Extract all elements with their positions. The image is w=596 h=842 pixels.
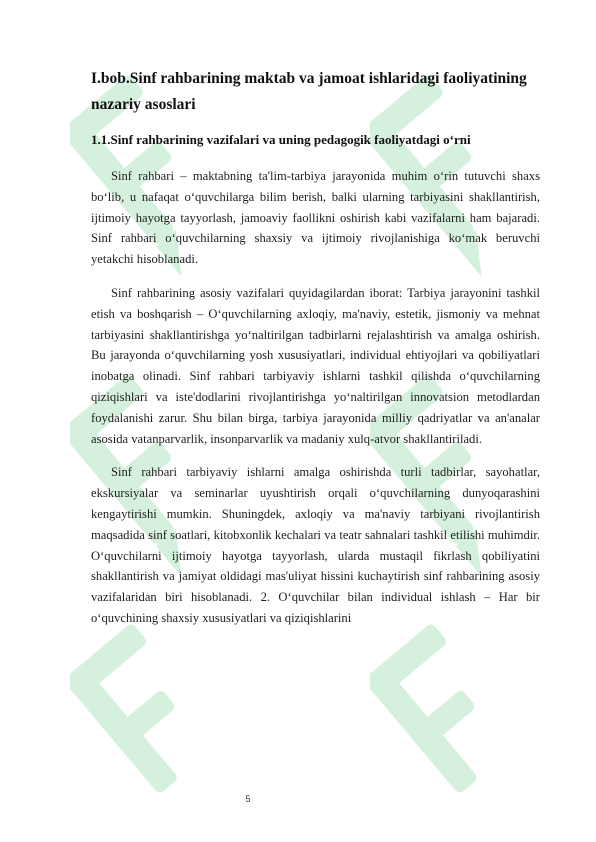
watermark-logo (70, 610, 240, 830)
watermark-logo (370, 610, 540, 830)
page-number: 5 (245, 794, 251, 804)
paragraph: Sinf rahbari tarbiyaviy ishlarni amalga oshirishda turli tadbirlar, sayohatlar, ekskursiyalar va seminarlar uyushtirish orqali o‘quvchilarning dunyoqarashini kengaytirishi mumkin. Shuningdek, axloqiy va ma'naviy tarbiyani rivojlantirish maqsadida sinf soatlari, kitobxonlik kechalari va teatr sahnalari tashkil etilishi muhimdir. O‘quvchilarni ijtimoiy hayotga tayyorlash, ularda mustaqil fikrlash qobiliyatini shakllantirish va jamiyat oldidagi mas'uliyat hissini kuchaytirish sinf rahbarining asosiy vazifalaridan biri hisoblanadi. 2. O‘quvchilar bilan individual ishlash – Har bir o‘quvchining shaxsiy xususiyatlari va qiziqishlarini (91, 465, 540, 625)
paragraph: Sinf rahbari – maktabning ta'lim-tarbiya jarayonida muhim o‘rin tutuvchi shaxs bo‘lib, u nafaqat o‘quvchilarga bilim berish, balki ularning tarbiyasini shakllantirish, ijtimoiy hayotga tayyorlash, jamoaviy faollikni oshirish kabi vazifalarni ham bajaradi. Sinf rahbari o‘quvchilarning shaxsiy va ijtimoiy rivojlanishiga ko‘mak beruvchi yetakchi hisoblanadi. (91, 169, 540, 267)
document-body (91, 66, 540, 629)
chapter-heading: I.bob.Sinf rahbarining maktab va jamoat ishlaridagi faoliyatining nazariy asoslari (91, 70, 527, 113)
section-heading: 1.1.Sinf rahbarining vazifalari va uning pedagogik faoliyatdagi o‘rni (91, 132, 471, 147)
paragraph: Sinf rahbarining asosiy vazifalari quyidagilardan iborat: Tarbiya jarayonini tashkil etish va boshqarish – O‘quvchilarning axloqiy, ma'naviy, estetik, jismoniy va mehnat tarbiyasini shakllantirishga yo‘naltirilgan tadbirlarni rejalashtirish va amalga oshirish. Bu jarayonda o‘quvchilarning yosh xususiyatlari, individual ehtiyojlari va qobiliyatlari inobatga olinadi. Sinf rahbari tarbiyaviy ishlarni tashkil qilishda o‘quvchilarning qiziqishlari va iste'dodlarini rivojlantirishga yo‘naltirilgan innovatsion metodlardan foydalanishi zarur. Shu bilan birga, tarbiya jarayonida milliy qadriyatlar va an'analar asosida vatanparvarlik, insonparvarlik va madaniy xulq-atvor shakllantiriladi. (91, 285, 540, 446)
